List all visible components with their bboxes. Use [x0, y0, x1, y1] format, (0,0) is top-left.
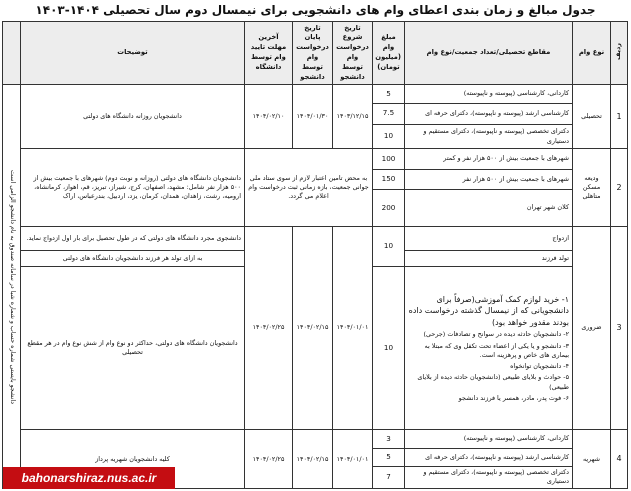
amount-cell: 5: [373, 85, 405, 103]
end-date: ۱۴۰۴/۰۲/۱۵: [293, 226, 333, 430]
row-index: 2: [611, 149, 628, 226]
deadline-date: ۱۴۰۴/۰۲/۱۰: [245, 85, 293, 149]
level-cell: تولد فرزند: [405, 251, 573, 267]
description: دانشجویان دانشگاه های دولتی (روزانه و نوبت دوم) شهرهای با جمعیت بیش از ۵۰۰ هزار نفر شامل: مشهد، اصفهان، کرج، شیراز، تبریز، قم، اهواز، کرمانشاه، ارومیه، رشت، زاهدان، همدان، کرمان، یزد، اردبیل، بندرعباس، اراک: [21, 149, 245, 226]
loan-table: [2, 21, 628, 489]
header-end: تاریخ پایان درخواست وام توسط دانشجو: [293, 22, 333, 85]
amount-cell: 7: [373, 466, 405, 488]
header-desc: توضیحات: [21, 22, 245, 85]
level-cell: کاردانی، کارشناسی (پیوسته و ناپیوسته): [405, 430, 573, 448]
list-item: ۶- فوت پدر، مادر، همسر یا فرزند دانشجو: [458, 393, 569, 402]
table-row: [3, 226, 628, 250]
description: دانشجویان دانشگاه های دولتی، حداکثر دو نوع وام از شش نوع وام در هر مقطع تحصیلی: [21, 267, 245, 430]
list-item: ۴- دانشجویان توانخواه: [510, 362, 569, 371]
row-index: 1: [611, 85, 628, 149]
amount-cell: 3: [373, 430, 405, 448]
level-cell: کارشناسی ارشد (پیوسته و ناپیوسته)، دکترای حرفه ای: [405, 448, 573, 466]
loan-type: ضروری: [573, 226, 611, 430]
amount-cell: 5: [373, 448, 405, 466]
level-cell: شهرهای با جمعیت بیش از ۵۰۰ هزار نفر و کمتر: [405, 149, 573, 169]
amount-cell: 150: [373, 169, 405, 189]
site-watermark: bahonarshiraz.nus.ac.ir: [3, 467, 175, 489]
list-item: ۵- حوادث و بلایای طبیعی (دانشجویان حادثه دیده از بلایای طبیعی): [417, 373, 569, 391]
header-row-index: ردیف: [611, 22, 628, 85]
loan-type: تحصیلی: [573, 85, 611, 149]
deadline-date: ۱۴۰۴/۰۲/۲۵: [245, 430, 293, 489]
header-amount: مبلغ وام (میلیون تومان): [373, 22, 405, 85]
loan-table-wrapper: [3, 21, 628, 489]
header-deadline: آخرین مهلت تایید وام توسط دانشگاه: [245, 22, 293, 85]
table-row: [3, 149, 628, 169]
start-date: ۱۴۰۳/۱۲/۱۵: [333, 85, 373, 149]
amount-cell: 7.5: [373, 103, 405, 124]
fee-note-cell: [3, 85, 21, 489]
description: دانشجوی مجرد دانشگاه های دولتی که در طول تحصیل برای بار اول ازدواج نماید.: [21, 226, 245, 250]
level-cell: شهرهای با جمعیت بیش از ۵۰۰ هزار نفر: [405, 169, 573, 189]
table-row: [3, 85, 628, 103]
amount-cell: 10: [373, 226, 405, 267]
level-cell: دکترای تخصصی (پیوسته و ناپیوسته)، دکترای مستقیم و دستیاری: [405, 466, 573, 488]
emergency-list: [405, 267, 573, 430]
list-item: ۲- دانشجویان حادثه دیده در سوانح و تصادفات (جرحی): [423, 330, 569, 339]
description: کلیه دانشجویان شهریه پرداز: [21, 430, 245, 489]
description: دانشجویان روزانه دانشگاه های دولتی: [21, 85, 245, 149]
header-start: تاریخ شروع درخواست وام توسط دانشجو: [333, 22, 373, 85]
fee-note: دانشجو بایستی شماره حساب و شماره شبا در سامانه صندوق به نام دانشجو الزامی است: [9, 169, 16, 404]
deadline-date: ۱۴۰۴/۰۲/۲۵: [245, 226, 293, 430]
description: به ازای تولد هر فرزند دانشجویان دانشگاه های دولتی: [21, 251, 245, 267]
amount-cell: 100: [373, 149, 405, 169]
timing-note: به محض تامین اعتبار لازم از سوی ستاد ملی جوانی جمعیت، بازه زمانی ثبت درخواست وام اعلام می گردد.: [245, 149, 373, 226]
amount-cell: 200: [373, 190, 405, 227]
page-title: جدول مبالغ و زمان بندی اعطای وام های دانشجویی برای نیمسال دوم سال تحصیلی ۱۴۰۴-۱۴۰۳: [35, 3, 596, 17]
level-cell: کلان شهر تهران: [405, 190, 573, 227]
amount-cell: 10: [373, 267, 405, 430]
end-date: ۱۴۰۴/۰۲/۱۵: [293, 430, 333, 489]
list-item: ۱- خرید لوازم کمک آموزشی(صرفاً برای دانشجویانی که از نیمسال گذشته درخواست داده بودند مقدور خواهد بود): [408, 294, 569, 327]
table-row: [3, 430, 628, 448]
header-row: [3, 22, 628, 85]
level-cell: کاردانی، کارشناسی (پیوسته و ناپیوسته): [405, 85, 573, 103]
row-index: 3: [611, 226, 628, 430]
list-item: ۳- دانشجو و یا یکی از اعضاء تحت تکفل وی که مبتلا به بیماری های خاص و پرهزینه است.: [424, 341, 569, 359]
level-cell: ازدواج: [405, 226, 573, 250]
row-index: 4: [611, 430, 628, 489]
level-cell: کارشناسی ارشد (پیوسته و ناپیوسته)، دکترای حرفه ای: [405, 103, 573, 124]
start-date: ۱۴۰۴/۰۱/۰۱: [333, 430, 373, 489]
header-level: مقاطع تحصیلی/تعداد جمعیت/نوع وام: [405, 22, 573, 85]
level-cell: دکترای تخصصی (پیوسته و ناپیوسته)، دکترای مستقیم و دستیاری: [405, 124, 573, 148]
amount-cell: 10: [373, 124, 405, 148]
loan-type: شهریه: [573, 430, 611, 489]
loan-type: ودیعه مسکن متاهلی: [573, 149, 611, 226]
start-date: ۱۴۰۴/۰۱/۰۱: [333, 226, 373, 430]
end-date: ۱۴۰۴/۰۱/۳۰: [293, 85, 333, 149]
header-blank: [3, 22, 21, 85]
header-loan-type: نوع وام: [573, 22, 611, 85]
